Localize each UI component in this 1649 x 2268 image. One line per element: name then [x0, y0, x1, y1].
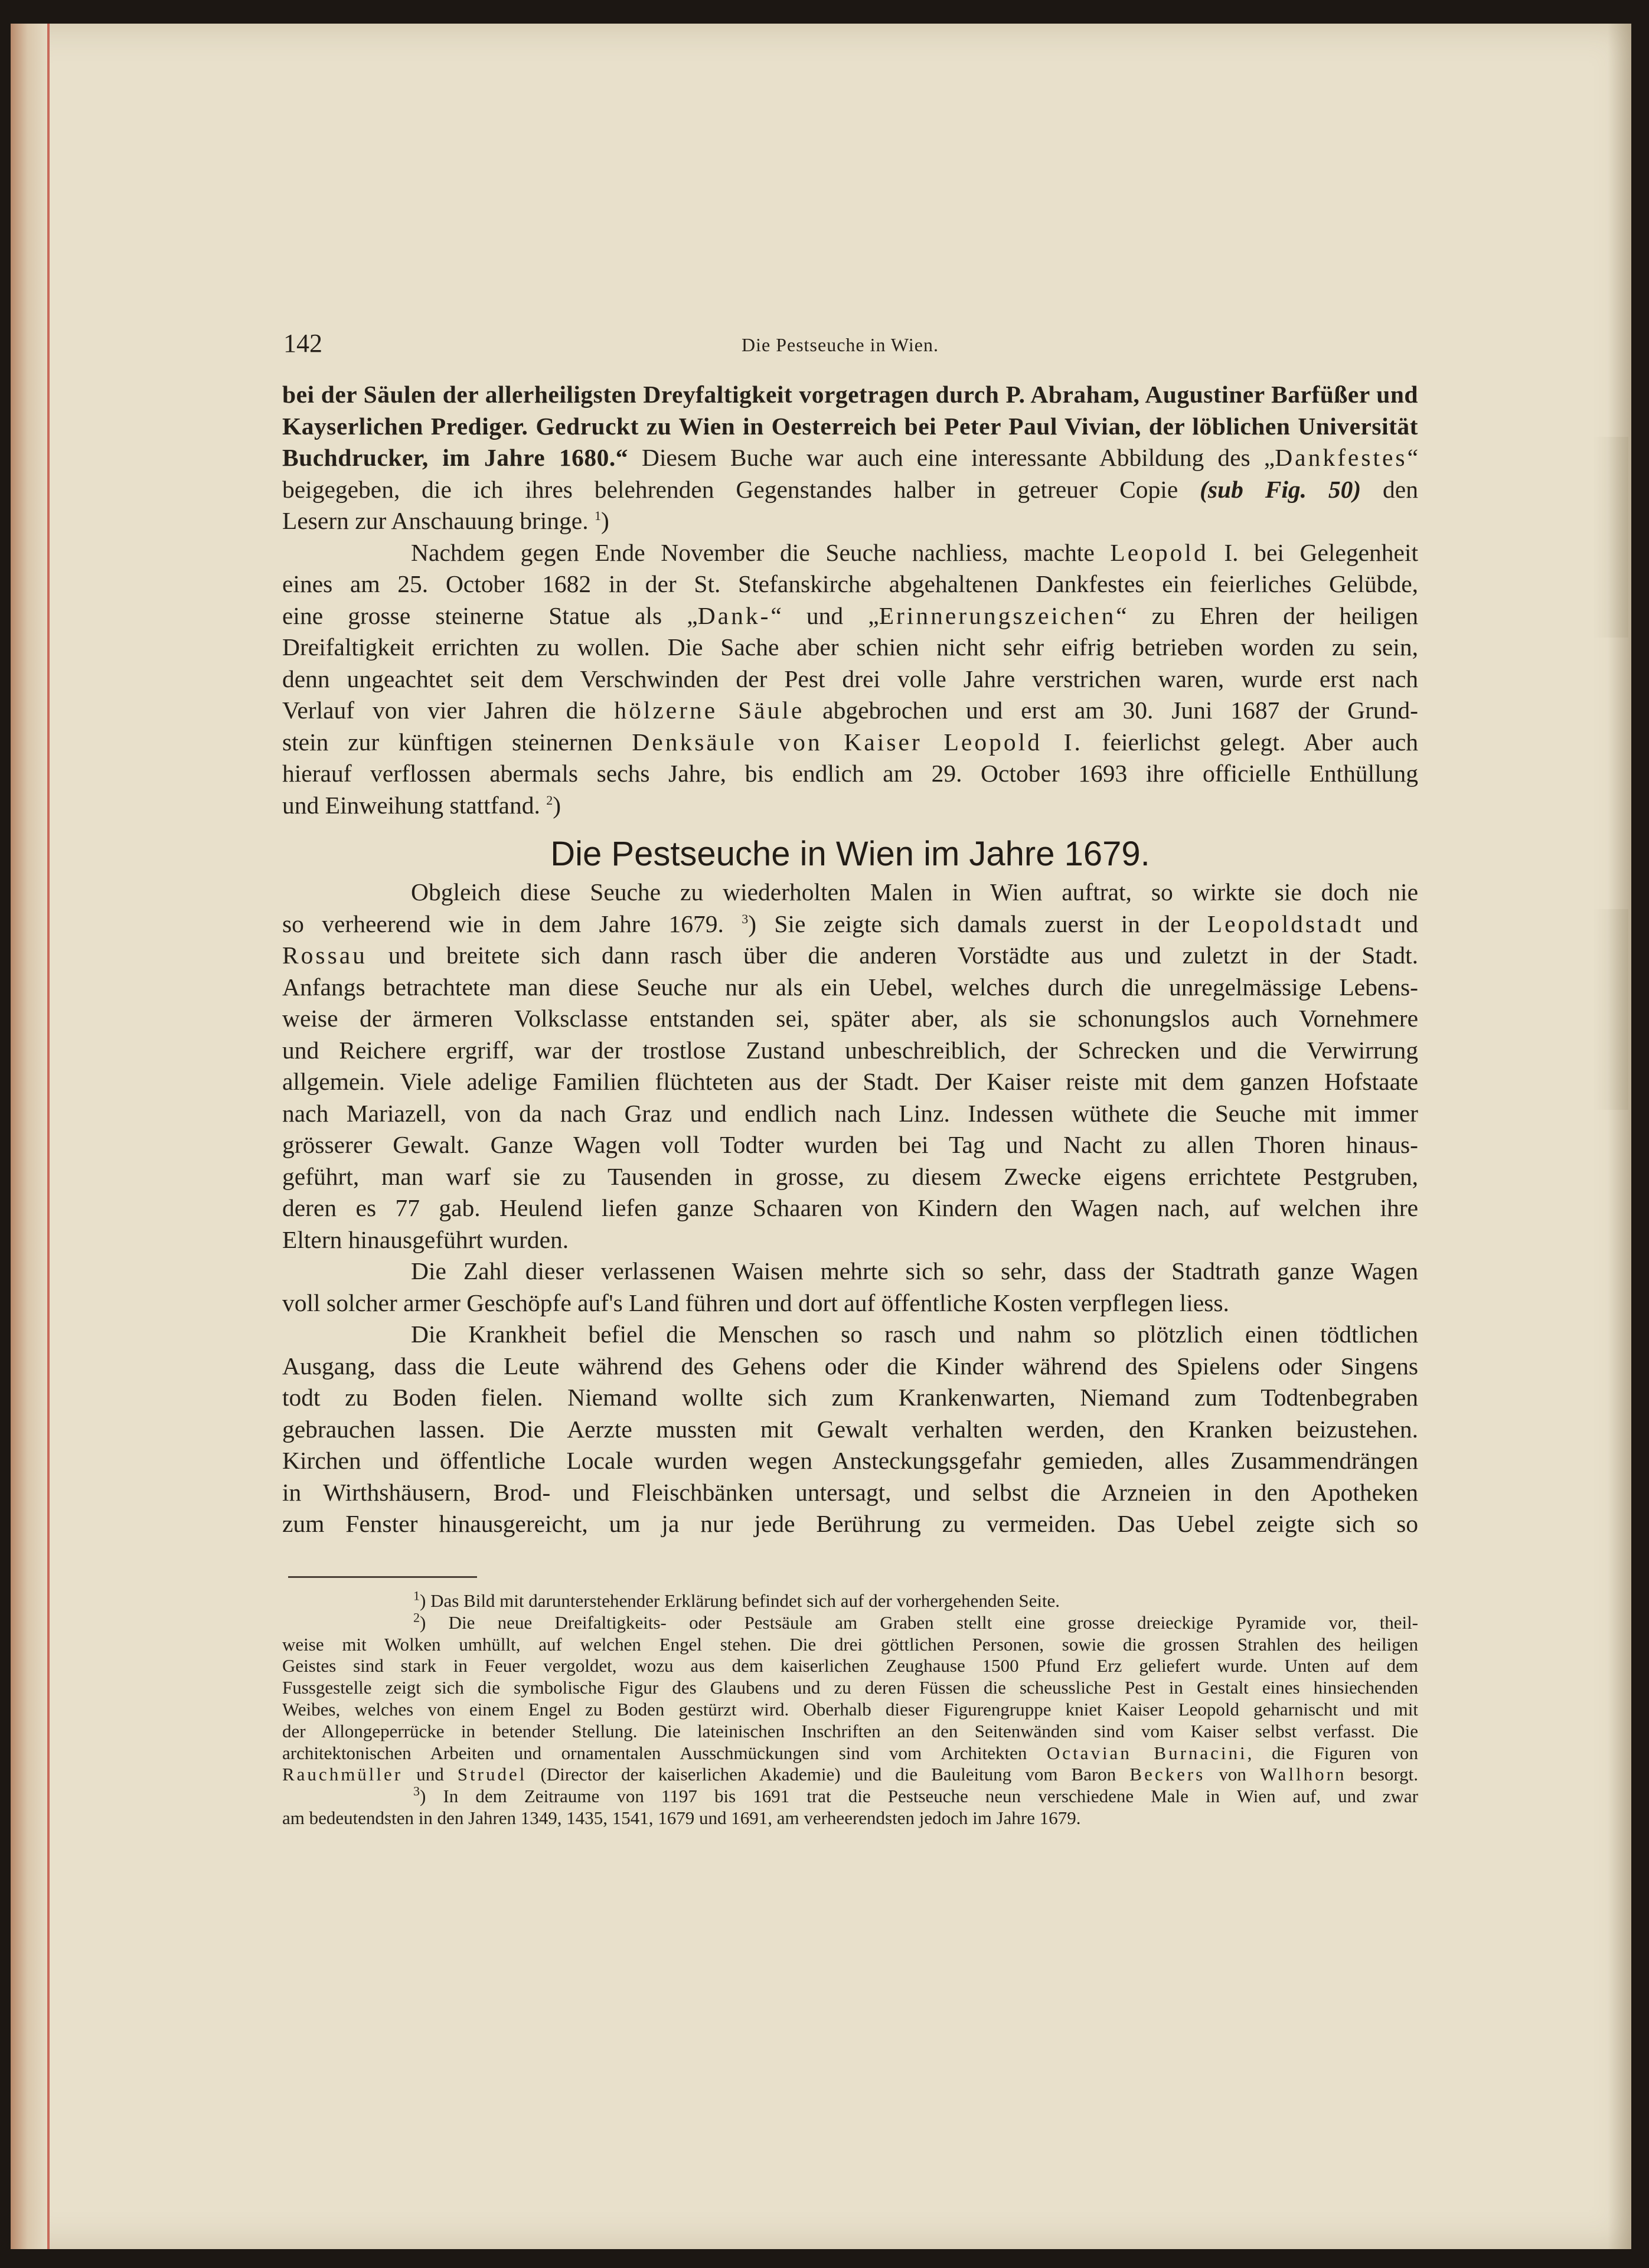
text-span: ) [553, 791, 561, 819]
bleed-through-shadow [1593, 909, 1628, 1110]
text-line: todt zu Boden fielen. Niemand wollte sich zum Krankenwarten, Niemand zum Todtenbegraben [282, 1384, 1418, 1411]
text-line: voll solcher armer Geschöpfe auf's Land führen und dort auf öffentliche Kosten verpflegen liess. [282, 1289, 1229, 1316]
text-line [282, 505, 1418, 537]
text-span: eine grosse steinerne Statue als „ [282, 602, 698, 629]
spaced-text: Rossau [282, 942, 367, 969]
text-span: so verheerend wie in dem Jahre 1679. [282, 910, 742, 937]
text-line [282, 940, 1418, 972]
footnote-marker: 2 [546, 792, 553, 808]
footnote-text: architektonischen Arbeiten und ornamentalen Ausschmückungen sind vom Architekten [282, 1742, 1047, 1763]
text-line: Ausgang, dass die Leute während des Gehens oder die Kinder während des Spielens oder Singens [282, 1352, 1418, 1380]
text-span: Lesern zur Anschauung bringe. [282, 507, 595, 534]
text-line: und Reichere ergriff, war der trostlose Zustand unbeschreiblich, der Schrecken und die Verwirrung [282, 1036, 1418, 1064]
text-line: Die Krankheit befiel die Menschen so rasch und nahm so plötzlich einen tödtlichen [411, 1321, 1418, 1348]
text-span: Nachdem gegen Ende November die Seuche nachliess, machte [411, 538, 1111, 566]
binding-red-rule [47, 24, 50, 2249]
spaced-text: Strudel [457, 1764, 527, 1785]
text-line: Anfangs betrachtete man diese Seuche nur als ein Uebel, welches durch die unregelmässige Lebens- [282, 973, 1418, 1001]
text-span: Diesem Buche war auch eine interessante Abbildung des „ [628, 444, 1275, 471]
text-line: geführt, man warf sie zu Tausenden in grosse, zu diesem Zwecke eigens errichtete Pestgruben, [282, 1162, 1418, 1190]
spaced-text: Erinnerungszeichen [879, 602, 1116, 629]
footnote-text: (Director der kaiserlichen Akademie) und die Bauleitung vom Baron [527, 1764, 1130, 1785]
footnote-line: am bedeutendsten in den Jahren 1349, 1435, 1541, 1679 und 1691, am verheerendsten jedoch im Jahre 1679. [282, 1807, 1081, 1828]
footnote-marker: 2 [413, 1612, 420, 1625]
text-line [282, 790, 1418, 822]
text-line: hierauf verflossen abermals sechs Jahre, bis endlich am 29. October 1693 ihre officielle Enthüllung [282, 760, 1418, 787]
footnote-line: weise mit Wolken umhüllt, auf welchen Engel stehen. Die drei göttlichen Personen, sowie die grossen Strahlen des heiligen [282, 1633, 1418, 1655]
spaced-text: Denksäule von Kaiser Leopold I. [632, 728, 1083, 756]
figure-reference: (sub Fig. 50) [1200, 475, 1361, 503]
text-span: den [1361, 475, 1418, 503]
footnote-text: und [403, 1764, 458, 1785]
footnote-line [282, 1764, 1418, 1786]
footnote [282, 1590, 1418, 1612]
text-line [282, 908, 1418, 940]
paragraph [282, 877, 1418, 1256]
footnotes [282, 1590, 1418, 1829]
spaced-text: Wallhorn [1259, 1764, 1347, 1785]
paragraph [282, 537, 1418, 822]
text-span: und [1363, 910, 1418, 937]
footnote [282, 1786, 1418, 1808]
footnote-line: Geistes sind stark in Feuer vergoldet, wozu aus dem kaiserlichen Zeughause 1500 Pfund Erz geliefert wurde. Unten auf dem [282, 1655, 1418, 1677]
text-span: feierlichst gelegt. Aber auch [1082, 728, 1418, 756]
footnote-text: von [1205, 1764, 1260, 1785]
footnote-marker: 1 [594, 508, 601, 524]
footnote-line: der Allongeperrücke in betender Stellung. Die lateinischen Inschriften an den Seitenwänden sind vom Kaiser selbst verfasst. Die [282, 1720, 1418, 1741]
text-line: bei der Säulen der allerheiligsten Dreyfaltigkeit vorgetragen durch P. Abraham, Augustiner Barfüßer und [282, 381, 1418, 408]
text-span: “ zu Ehren der heiligen [1116, 602, 1418, 629]
spaced-text: Beckers [1129, 1764, 1206, 1785]
text-line: zum Fenster hinausgereicht, um ja nur jede Berührung zu vermeiden. Das Uebel zeigte sich so [282, 1510, 1418, 1537]
text-span: “ [1407, 444, 1418, 471]
text-span: Verlauf von vier Jahren die [282, 697, 615, 724]
footnote-marker: 1 [413, 1590, 420, 1603]
running-title: Die Pestseuche in Wien. [742, 334, 939, 355]
text-line: Kirchen und öffentliche Locale wurden wegen Ansteckungsgefahr gemieden, alles Zusammendrängen [282, 1447, 1418, 1474]
text-span: abgebrochen und erst am 30. Juni 1687 der Grund- [804, 697, 1418, 724]
footnote-divider [288, 1576, 477, 1578]
text-span: ) [600, 507, 609, 534]
text-line [282, 727, 1418, 759]
text-line [282, 537, 1418, 569]
footnote [282, 1612, 1418, 1634]
footnote-text: , die Figuren von [1247, 1742, 1418, 1763]
spaced-text: Dank- [697, 602, 771, 629]
footnote-text: ) Das Bild mit darunterstehender Erklärung befindet sich auf der vorhergehenden Seite. [420, 1590, 1060, 1611]
footnote-text: ) In dem Zeitraume von 1197 bis 1691 trat die Pestseuche neun verschiedene Male in Wien auf, und zwar [420, 1786, 1418, 1807]
spaced-text: Leopold [1110, 538, 1209, 566]
text-line [282, 474, 1418, 506]
text-line: Obgleich diese Seuche zu wiederholten Malen in Wien auftrat, so wirkte sie doch nie [411, 878, 1418, 906]
text-span: “ und „ [770, 602, 879, 629]
section-heading: Die Pestseuche in Wien im Jahre 1679. [550, 835, 1150, 873]
text-line: gebrauchen lassen. Die Aerzte mussten mit Gewalt verhalten werden, den Kranken beizustehen. [282, 1415, 1418, 1443]
footnote-text: besorgt. [1346, 1764, 1418, 1785]
footnote-text: ) Die neue Dreifaltigkeits- oder Pestsäule am Graben stellt eine grosse dreieckige Pyramide vor, theil- [420, 1612, 1418, 1633]
text-line: deren es 77 gab. Heulend liefen ganze Schaaren von Kindern den Wagen nach, auf welchen ihre [282, 1194, 1418, 1221]
text-line [282, 600, 1418, 632]
text-line: Kayserlichen Prediger. Gedruckt zu Wien in Oesterreich bei Peter Paul Vivian, der löblichen Universität [282, 412, 1418, 440]
body-text [282, 379, 1418, 1540]
text-span: beigegeben, die ich ihres belehrenden Gegenstandes halber in getreuer Copie [282, 475, 1200, 503]
text-span: I. bei Gelegenheit [1208, 538, 1418, 566]
text-line: denn ungeachtet seit dem Verschwinden der Pest drei volle Jahre verstrichen waren, wurde erst nach [282, 665, 1418, 692]
text-line: Dreifaltigkeit errichten zu wollen. Die Sache aber schien nicht sehr eifrig betrieben worden zu sein, [282, 633, 1418, 661]
paragraph [282, 379, 1418, 537]
page-header [283, 328, 1417, 364]
paragraph [282, 1319, 1418, 1540]
spaced-text: Rauchmüller [282, 1764, 403, 1785]
text-line: weise der ärmeren Volksclasse entstanden sei, später aber, als sie schonungslos auch Vornehmere [282, 1005, 1418, 1032]
text-line: Die Zahl dieser verlassenen Waisen mehrte sich so sehr, dass der Stadtrath ganze Wagen [411, 1257, 1418, 1285]
text-line: in Wirthshäusern, Brod- und Fleischbänken untersagt, und selbst die Arzneien in den Apotheken [282, 1478, 1418, 1506]
paragraph [282, 1256, 1418, 1319]
text-line: Eltern hinausgeführt wurden. [282, 1225, 569, 1253]
bleed-through-shadow [1593, 437, 1628, 638]
text-line: nach Mariazell, von da nach Graz und endlich nach Linz. Indessen wüthete die Seuche mit immer [282, 1099, 1418, 1127]
spaced-text: Dankfestes [1275, 444, 1408, 471]
text-line: allgemein. Viele adelige Familien flüchteten aus der Stadt. Der Kaiser reiste mit dem ganzen Hofstaate [282, 1068, 1418, 1095]
page-binding-edge [11, 24, 48, 2249]
spaced-text: Octavian Burnacini [1046, 1742, 1248, 1763]
footnote-marker: 3 [413, 1786, 420, 1799]
spaced-text: hölzerne Säule [614, 697, 805, 724]
text-line [282, 695, 1418, 727]
text-span: stein zur künftigen steinernen [282, 728, 632, 756]
text-span: ) Sie zeigte sich damals zuerst in der [748, 910, 1207, 937]
spaced-text: Leopoldstadt [1207, 910, 1364, 937]
page-edge-shadow [1608, 24, 1631, 2249]
text-span: und breitete sich dann rasch über die anderen Vorstädte aus und zuletzt in der Stadt. [367, 942, 1418, 969]
blackletter-text: Buchdrucker, im Jahre 1680.“ [282, 444, 628, 471]
footnote-line: Fussgestelle zeigt sich die symbolische Figur des Glaubens und zu deren Füssen die scheussliche Pest in Gestalt eines hinsiechenden [282, 1677, 1418, 1698]
text-span: und Einweihung stattfand. [282, 791, 547, 819]
text-line: eines am 25. October 1682 in der St. Stefanskirche abgehaltenen Dankfestes ein feierliches Gelübde, [282, 570, 1418, 597]
text-line: grösserer Gewalt. Ganze Wagen voll Todter wurden bei Tag und Nacht zu allen Thoren hinaus- [282, 1131, 1418, 1158]
footnote-line: Weibes, welches von einem Engel zu Boden gestürzt wird. Oberhalb dieser Figurengruppe kniet Kaiser Leopold geharnischt und mit [282, 1698, 1418, 1720]
footnote-marker: 3 [742, 911, 749, 926]
text-line [282, 442, 1418, 474]
footnote-line [282, 1743, 1418, 1764]
page-number: 142 [283, 329, 322, 358]
